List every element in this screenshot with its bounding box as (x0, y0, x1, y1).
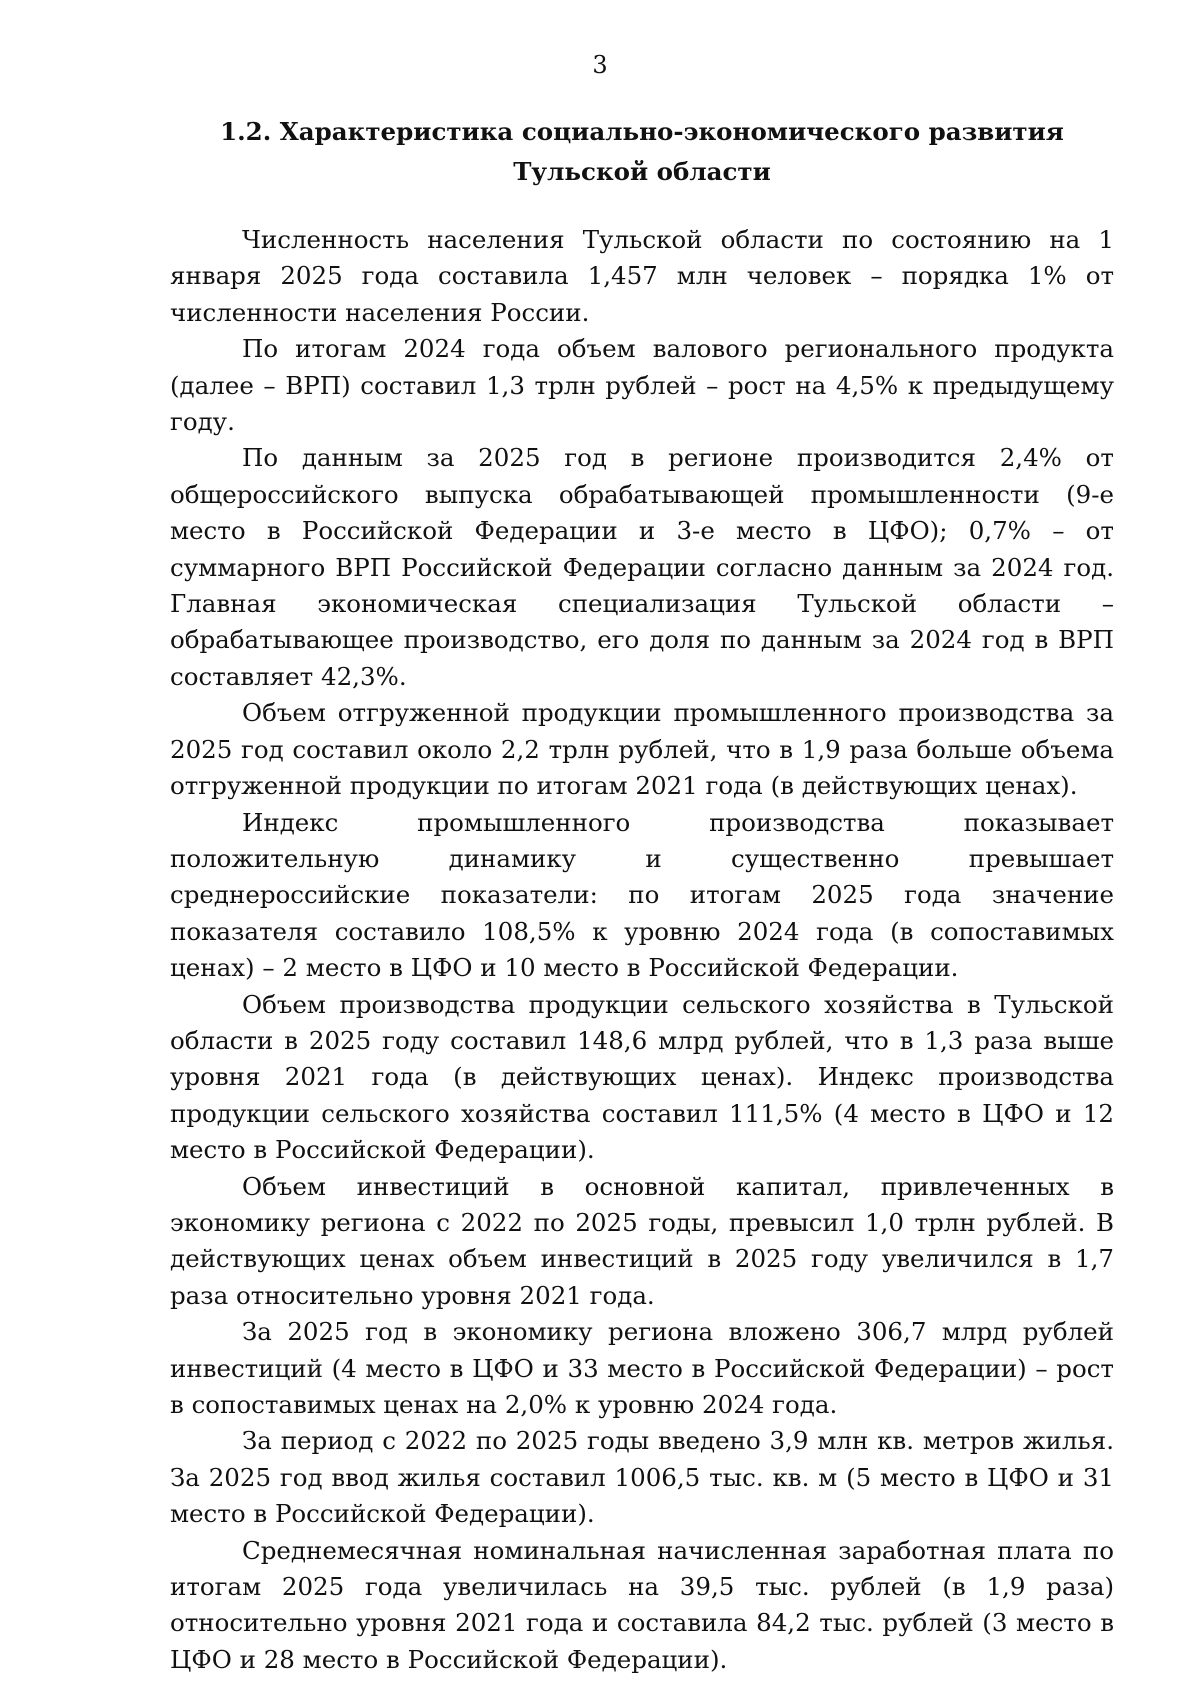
paragraph-industrial-index: Индекс промышленного производства показывает положительную динамику и существенно превышает среднероссийские показатели: по итогам 2025 года значение показателя составило 108,5% к уровню 2024 года (в сопоставимых ценах) – 2 место в ЦФО и 10 место в Российской Федерации. (170, 807, 1114, 983)
paragraph-investment-total: Объем инвестиций в основной капитал, привлеченных в экономику региона с 2022 по 2025 годы, превысил 1,0 трлн рублей. В действующих ценах объем инвестиций в 2025 году увеличился в 1,7 раза относительно уровня 2021 года. (170, 1171, 1114, 1310)
page-number: 3 (592, 51, 608, 79)
paragraph-population: Численность населения Тульской области по состоянию на 1 января 2025 года составила 1,457 млн человек – порядка 1% от численности населения России. (170, 225, 1114, 327)
paragraph-wages: Среднемесячная номинальная начисленная заработная плата по итогам 2025 года увеличилась на 39,5 тыс. рублей (в 1,9 раза) относительно уровня 2021 года и составила 84,2 тыс. рублей (3 место в ЦФО и 28 место в Российской Федерации). (170, 1535, 1114, 1674)
paragraph-grp: По итогам 2024 года объем валового регионального продукта (далее – ВРП) составил 1,3 трлн рублей – рост на 4,5% к предыдущему году. (170, 334, 1114, 437)
document-body (170, 222, 1114, 1678)
paragraph-industrial-output: Объем отгруженной продукции промышленного производства за 2025 год составил около 2,2 трлн рублей, что в 1,9 раза больше объема отгруженной продукции по итогам 2021 года (в действующих ценах). (170, 698, 1114, 801)
paragraph-agriculture: Объем производства продукции сельского хозяйства в Тульской области в 2025 году составил 148,6 млрд рублей, что в 1,3 раза выше уровня 2021 года (в действующих ценах). Индекс производства продукции сельского хозяйства составил 111,5% (4 место в ЦФО и 12 место в Российской Федерации). (170, 989, 1114, 1165)
section-heading (170, 112, 1114, 192)
section-heading-line-2: Тульской области (513, 157, 771, 186)
paragraph-investment-2025: За 2025 год в экономику региона вложено 306,7 млрд рублей инвестиций (4 место в ЦФО и 33 место в Российской Федерации) – рост в сопоставимых ценах на 2,0% к уровню 2024 года. (170, 1317, 1114, 1419)
paragraph-manufacturing-share: По данным за 2025 год в регионе производится 2,4% от общероссийского выпуска обрабатывающей промышленности (9-е место в Российской Федерации и 3-е место в ЦФО); 0,7% – от суммарного ВРП Российской Федерации согласно данным за 2024 год. Главная экономическая специализация Тульской области – обрабатывающее производство, его доля по данным за 2024 год в ВРП составляет 42,3%. (170, 443, 1114, 691)
paragraph-housing: За период с 2022 по 2025 годы введено 3,9 млн кв. метров жилья. За 2025 год ввод жилья составил 1006,5 тыс. кв. м (5 место в ЦФО и 31 место в Российской Федерации). (170, 1426, 1114, 1529)
section-heading-line-1: 1.2. Характеристика социально-экономического развития (220, 117, 1064, 146)
